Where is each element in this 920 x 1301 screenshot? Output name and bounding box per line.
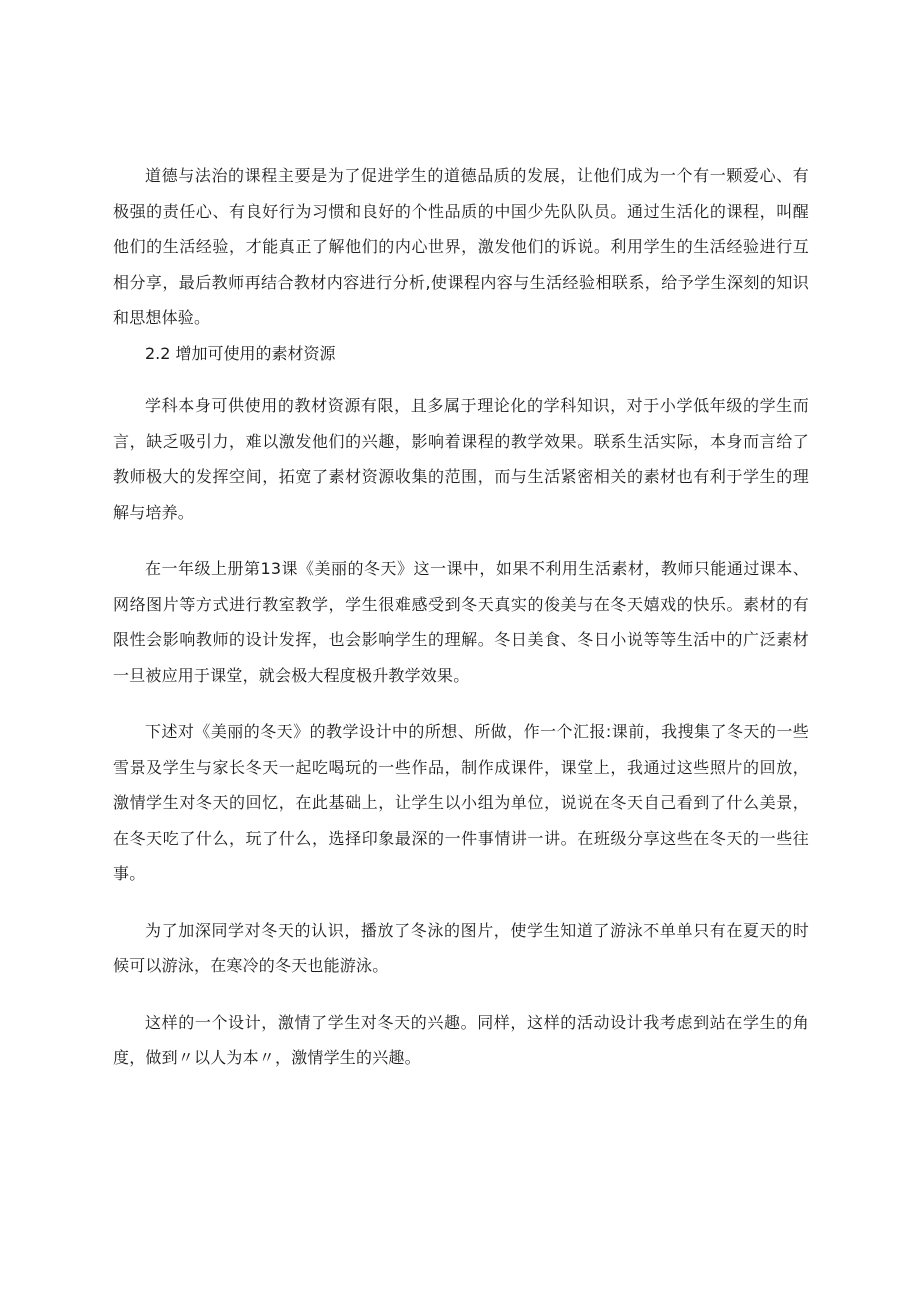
paragraph-winter-swimming: 为了加深同学对冬天的认识，播放了冬泳的图片，使学生知道了游泳不单单只有在夏天的时候可以游泳，在寒冷的冬天也能游泳。 [113, 920, 809, 975]
paragraph-design-summary: 这样的一个设计，激情了学生对冬天的兴趣。同样，这样的活动设计我考虑到站在学生的角度，做到〃以人为本〃，激情学生的兴趣。 [113, 1012, 809, 1067]
paragraph-lesson-example: 在一年级上册第13课《美丽的冬天》这一课中，如果不利用生活素材，教师只能通过课本、网络图片等方式进行教室教学，学生很难感受到冬天真实的俊美与在冬天嬉戏的快乐。素材的有限性会影响教师的设计发挥，也会影响学生的理解。冬日美食、冬日小说等等生活中的广泛素材一旦被应用于课堂，就会极大程度极升教学效果。 [113, 559, 809, 685]
paragraph-teaching-design: 下述对《美丽的冬天》的教学设计中的所想、所做，作一个汇报:课前，我搜集了冬天的一些雪景及学生与家长冬天一起吃喝玩的一些作品，制作成课件，课堂上，我通过这些照片的回放，激情学生对冬天的回忆，在此基础上，让学生以小组为单位，说说在冬天自己看到了什么美景，在冬天吃了什么，玩了什么，选择印象最深的一件事情讲一讲。在班级分享这些在冬天的一些往事。 [113, 722, 809, 883]
section-heading: 2.2 增加可使用的素材资源 [145, 343, 336, 363]
paragraph-course-goal: 道德与法治的课程主要是为了促进学生的道德品质的发展，让他们成为一个有一颗爱心、有极强的责任心、有良好行为习惯和良好的个性品质的中国少先队队员。通过生活化的课程，叫醒他们的生活经验，才能真正了解他们的内心世界，激发他们的诉说。利用学生的生活经验进行互相分享，最后教师再结合教材内容进行分析,使课程内容与生活经验相联系，给予学生深刻的知识和思想体验。 [113, 166, 809, 327]
paragraph-material-resources: 学科本身可供使用的教材资源有限，且多属于理论化的学科知识，对于小学低年级的学生而言，缺乏吸引力，难以激发他们的兴趣，影响着课程的教学效果。联系生活实际，本身而言给了教师极大的发挥空间，拓宽了素材资源收集的范围，而与生活紧密相关的素材也有利于学生的理解与培养。 [113, 396, 809, 522]
document-body [113, 158, 809, 1076]
